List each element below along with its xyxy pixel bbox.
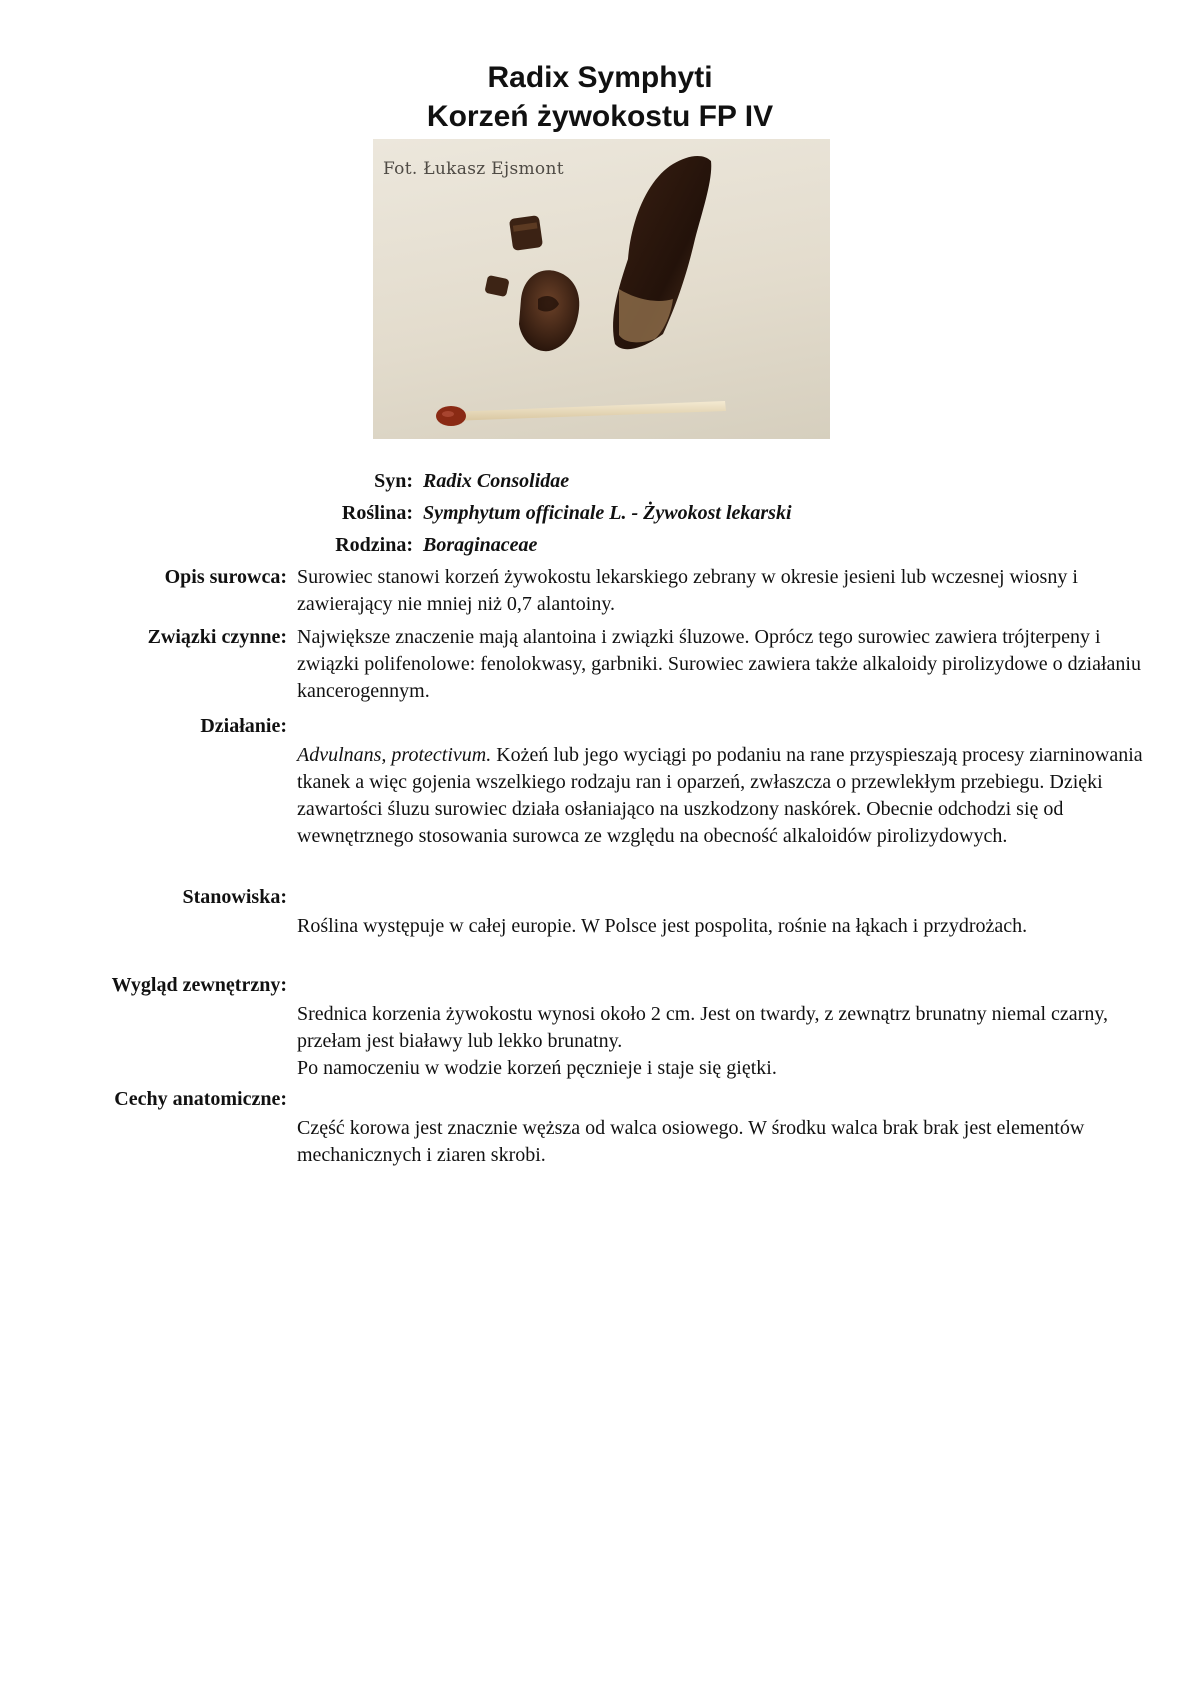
field-value-lead: Advulnans, protectivum.: [297, 744, 492, 766]
field-value-paragraph: Srednica korzenia żywokostu wynosi około 2 cm. Jest on twardy, z zewnątrz brunatny niemal czarny, przełam jest białawy lub lekko brunatny.: [297, 1003, 1109, 1052]
specimen-illustration: [373, 139, 830, 439]
field-value: [297, 742, 1157, 850]
field-value: Surowiec stanowi korzeń żywokostu lekarskiego zebrany w okresie jesieni lub wczesnej wiosny i zawierający nie mniej niż 0,7 alantoiny.: [297, 566, 1078, 615]
field-label: Roślina:: [341, 502, 413, 524]
field-value: [297, 1001, 1157, 1082]
root-piece-tiny: [484, 275, 509, 297]
matchstick: [448, 401, 726, 421]
specimen-photo: [373, 139, 830, 439]
field-label: Stanowiska:: [182, 886, 287, 908]
field-label: Wygląd zewnętrzny:: [111, 974, 287, 996]
field-value: Boraginaceae: [423, 534, 538, 556]
field-label: Syn:: [374, 470, 413, 492]
page-title: Radix Symphyti: [487, 61, 713, 94]
field-value: Radix Consolidae: [423, 470, 570, 492]
field-value: Część korowa jest znacznie węższa od walca osiowego. W środku walca brak brak jest elementów mechanicznych i ziaren skrobi.: [297, 1117, 1085, 1166]
field-label: Działanie:: [200, 715, 287, 737]
page-subtitle: Korzeń żywokostu FP IV: [426, 100, 774, 133]
field-label: Cechy anatomiczne:: [114, 1088, 287, 1110]
field-value-text: Kożeń lub jego wyciągi po podaniu na rane przyspieszają procesy ziarninowania tkanek a więc gojenia wszelkiego rodzaju ran i oparzeń, zwłaszcza o przewlekłym przebiegu. Dzięki zawartości śluzu surowiec działa osłaniająco na uszkodzony naskórek. Obecnie odchodzi się od wewnętrznego stosowania surowca ze względu na obecność alkaloidów pirolizydowych.: [297, 744, 1143, 847]
field-label: Opis surowca:: [164, 566, 287, 588]
field-value: Roślina występuje w całej europie. W Polsce jest pospolita, rośnie na łąkach i przydrożach.: [297, 915, 1028, 937]
field-value-paragraph: Po namoczeniu w wodzie korzeń pęcznieje i staje się giętki.: [297, 1057, 777, 1079]
field-value: Największe znaczenie mają alantoina i związki śluzowe. Oprócz tego surowiec zawiera trójterpeny i związki polifenolowe: fenolokwasy, garbniki. Surowiec zawiera także alkaloidy pirolizydowe o działaniu kancerogennym.: [297, 626, 1141, 702]
field-value: Symphytum officinale L. - Żywokost lekarski: [423, 502, 792, 524]
field-label: Związki czynne:: [147, 626, 287, 648]
field-label: Rodzina:: [335, 534, 413, 556]
root-piece-small: [509, 215, 543, 251]
photo-credit: Fot. Łukasz Ejsmont: [383, 159, 564, 179]
